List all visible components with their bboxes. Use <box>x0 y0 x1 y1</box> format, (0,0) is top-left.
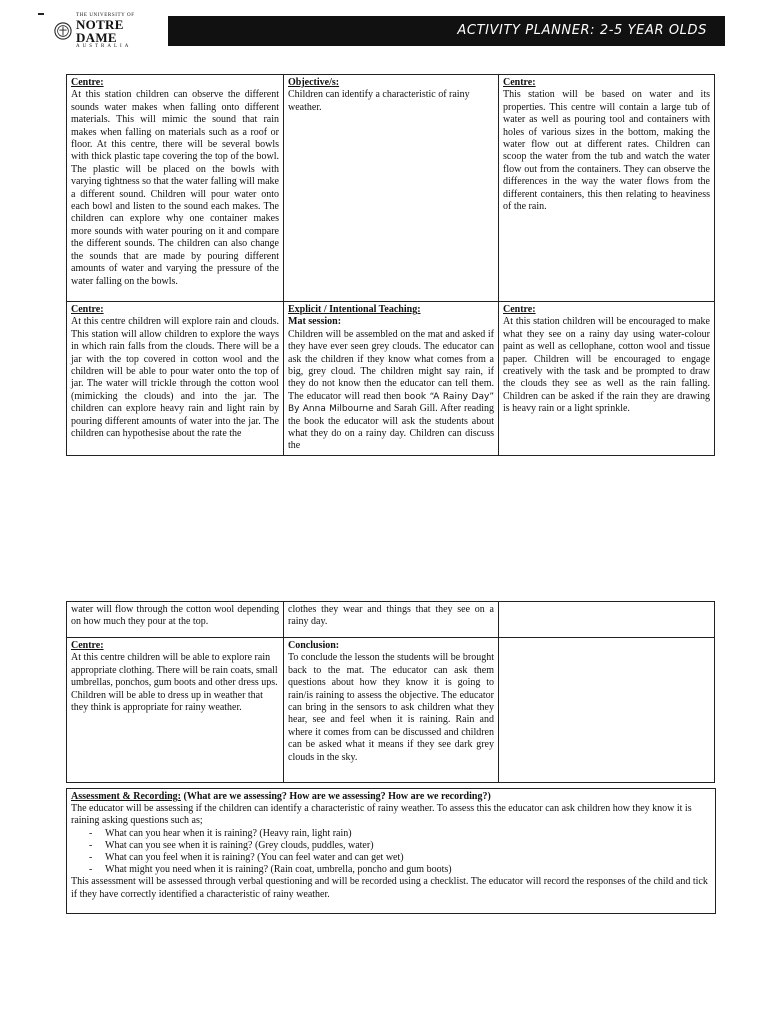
cell-heading: Centre: <box>71 77 104 88</box>
cell-body <box>288 329 494 453</box>
planner-table-top <box>66 74 715 456</box>
assessment-title <box>71 791 711 803</box>
cell-body: This station will be based on water and its properties. This centre will contain a large tub of water as well as pouring tool and containers with holes of various sizes in the bottom, making the water flow out at different rates. Children can scoop the water from the tub and watch the water flow out from the containers. They can observe the differences in the way the water flows from the different containers, this then relating to heaviness of the rain. <box>503 89 710 213</box>
logo-top-text: THE UNIVERSITY OF <box>75 13 135 18</box>
header-bar <box>168 16 725 46</box>
planner-table-bottom <box>66 601 715 783</box>
page-header <box>52 13 725 49</box>
page-title: ACTIVITY PLANNER: 2-5 YEAR OLDS <box>457 23 707 38</box>
cell-body: To conclude the lesson the students will be brought back to the mat. The educator can ask them questions about how they know it is going to rain/is raining to assess the objective. The educator can bring in the sensors to ask children what they hear, see and feel when it is raining. Rain and where it comes from can be discussed and children can be asked what it means if they see dark grey clouds in the sky. <box>288 652 494 763</box>
assessment-box <box>66 788 716 914</box>
cell-centre-clothing <box>67 638 284 783</box>
cell-teaching-continued <box>284 602 499 638</box>
cell-clouds-continued <box>67 602 284 638</box>
list-item: - What can you hear when it is raining? (Heavy rain, light rain) <box>105 828 711 840</box>
logo-main-text: NOTRE DAME <box>75 17 124 45</box>
cell-subheading: Mat session: <box>288 316 342 328</box>
cell-body: water will flow through the cotton wool depending on how much they pour at the top. <box>71 604 279 628</box>
cell-heading: Objective/s: <box>288 77 340 88</box>
cell-empty <box>499 602 715 638</box>
cell-objectives <box>284 75 499 302</box>
cell-heading: Centre: <box>71 640 104 651</box>
assessment-question: (What are we assessing? How are we assessing? How are we recording?) <box>181 791 491 802</box>
cell-heading: Conclusion: <box>288 640 340 651</box>
cell-empty <box>499 638 715 783</box>
cell-body: Children can identify a characteristic of rainy weather. <box>288 89 470 113</box>
cell-body: At this station children will be encouraged to make what they see on a rainy day using water-colour paint as well as cellophane, cotton wool and tissue paper. Children will be encouraged to engage creatively with the task and be prompted to draw the clouds they see as well as the rain falling. Children can be asked if the rain they are drawing is heavy rain or a light sprinkle. <box>503 316 710 415</box>
cell-body: At this centre children will be able to explore rain appropriate clothing. There will be rain coats, small umbrellas, ponchos, gum boots and other dress ups. Children will be able to dress up in weather that they think is appropriate for rainy weather. <box>71 652 278 714</box>
cell-heading: Centre: <box>503 304 536 315</box>
cell-body: At this station children can observe the different sounds water makes when falling onto different materials. This will mimic the sound that rain makes when falling on materials such as a roof or floor. At this centre, there will be several bowls with thick plastic tape covering the top of the bowl. The plastic will be placed on the bowls with varying tightness so that the water falling will make a different sound. Children will pour water onto each bowl and listen to the sound each makes. The children can explore why one container makes more sounds with water pouring on it and compare the different sounds. The children can also change the sounds that are made by pouring different amounts of water and varying the pressure of the water falling on the bowls. <box>71 89 279 287</box>
cell-heading: Centre: <box>71 304 104 315</box>
cell-centre-painting <box>499 302 715 456</box>
cell-explicit-teaching <box>284 302 499 456</box>
assessment-heading: Assessment & Recording: <box>71 791 181 802</box>
cell-body: clothes they wear and things that they see on a rainy day. <box>288 604 494 628</box>
cell-heading: Explicit / Intentional Teaching: <box>288 304 421 315</box>
cell-heading: Centre: <box>503 77 536 88</box>
university-logo <box>52 13 168 49</box>
cell-centre-water <box>499 75 715 302</box>
assessment-question-list <box>71 828 711 877</box>
university-seal-icon <box>54 22 72 40</box>
cell-conclusion <box>284 638 499 783</box>
cell-centre-sounds <box>67 75 284 302</box>
list-item: - What can you feel when it is raining? (You can feel water and can get wet) <box>105 852 711 864</box>
cell-centre-clouds <box>67 302 284 456</box>
list-item: - What might you need when it is raining? (Rain coat, umbrella, poncho and gum boots) <box>105 864 711 876</box>
book-title: book “A Rainy Day” By Anna Milbourne <box>288 391 494 415</box>
assessment-intro: The educator will be assessing if the children can identify a characteristic of rainy weather. To assess this the educator can ask children how they know it is raining asking questions such as; <box>71 803 692 827</box>
corner-mark <box>38 13 44 15</box>
cell-body-after: and Sarah Gill. After reading the book the educator will ask the students about what they do on a rainy day. Children can discuss the <box>288 403 495 452</box>
list-item: - What can you see when it is raining? (Grey clouds, puddles, water) <box>105 840 711 852</box>
cell-body: At this centre children will explore rain and clouds. This station will allow children to explore the ways in which rain falls from the clouds. There will be a jar with the top covered in cotton wool and the children will be able to pour water onto the top of jar. The water will trickle through the cotton wool (mimicking the clouds) and into the jar. The children can explore heavy rain and light rain by pouring different amounts of water into the jar. The children can hypothesise about the rate the <box>71 316 279 440</box>
cell-body-before: Children will be assembled on the mat and asked if they have ever seen grey clouds. The educator can ask the children if they know what comes from a big, grey cloud. The children might say rain, if they do not know then the educator can tell them. The educator will read then <box>288 328 494 402</box>
logo-sub-text: AUSTRALIA <box>75 44 132 49</box>
assessment-outro: This assessment will be assessed through verbal questioning and will be recorded using a checklist. The educator will record the responses of the child and tick if they have correctly identified a characteristic of rainy weather. <box>71 876 708 900</box>
